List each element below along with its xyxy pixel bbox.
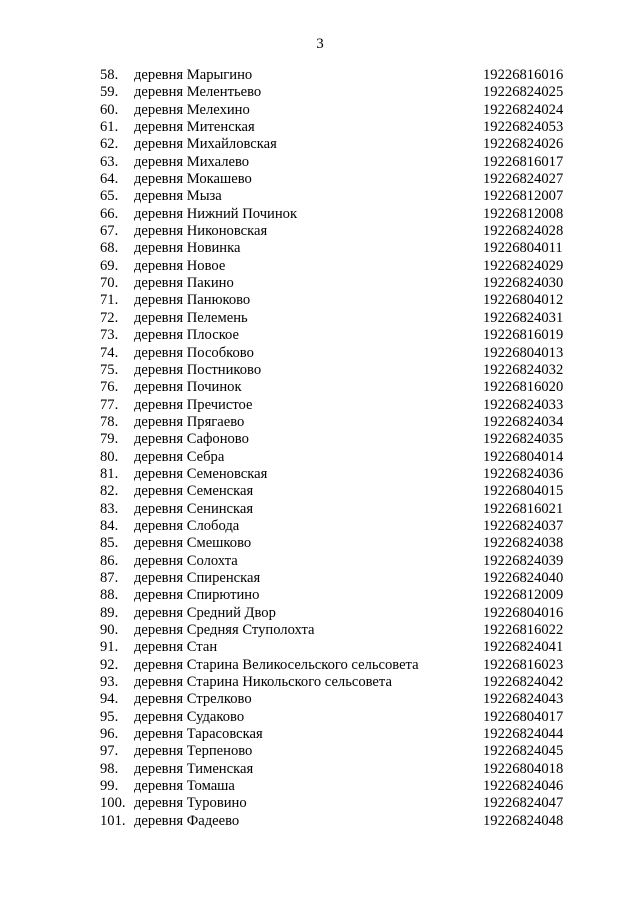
settlement-name: деревня Панюково [134, 292, 251, 309]
oktmo-code: 19226824038 [483, 535, 564, 552]
item-number: 95. [100, 708, 119, 725]
settlement-name: деревня Томаша [134, 778, 235, 795]
oktmo-code: 19226824026 [483, 136, 564, 153]
item-number: 83. [100, 500, 119, 517]
item-number: 87. [100, 569, 119, 586]
list-item [0, 362, 640, 379]
settlement-name: деревня Митенская [134, 119, 255, 136]
oktmo-code: 19226816020 [483, 379, 564, 396]
settlement-name: деревня Новое [134, 257, 226, 274]
settlement-name: деревня Михалево [134, 153, 250, 170]
item-number: 77. [100, 396, 119, 413]
list-item [0, 258, 640, 275]
list-item [0, 657, 640, 674]
list-item [0, 345, 640, 362]
oktmo-code: 19226824031 [483, 309, 564, 326]
settlement-name: деревня Мокашево [134, 171, 252, 188]
item-number: 80. [100, 448, 119, 465]
item-number: 68. [100, 240, 119, 257]
settlement-name: деревня Починок [134, 379, 242, 396]
settlement-name: деревня Терпеново [134, 743, 253, 760]
settlement-name: деревня Новинка [134, 240, 241, 257]
settlement-name: деревня Себра [134, 448, 225, 465]
settlement-name: деревня Постниково [134, 361, 262, 378]
oktmo-code: 19226824027 [483, 171, 564, 188]
oktmo-code: 19226824042 [483, 674, 564, 691]
list-item [0, 761, 640, 778]
item-number: 79. [100, 431, 119, 448]
item-number: 92. [100, 656, 119, 673]
settlement-name: деревня Семеновская [134, 465, 268, 482]
list-item [0, 327, 640, 344]
oktmo-code: 19226804018 [483, 760, 564, 777]
settlement-name: деревня Средний Двор [134, 604, 276, 621]
list-item [0, 206, 640, 223]
list-item [0, 379, 640, 396]
settlement-name: деревня Пакино [134, 275, 234, 292]
oktmo-code: 19226816021 [483, 500, 564, 517]
item-number: 98. [100, 760, 119, 777]
list-item [0, 136, 640, 153]
oktmo-code: 19226824024 [483, 101, 564, 118]
item-number: 88. [100, 587, 119, 604]
settlement-name: деревня Семенская [134, 483, 254, 500]
oktmo-code: 19226804014 [483, 448, 564, 465]
settlement-name: деревня Пелемень [134, 309, 248, 326]
item-number: 70. [100, 275, 119, 292]
settlement-name: деревня Сафоново [134, 431, 249, 448]
list-item [0, 813, 640, 830]
list-item [0, 778, 640, 795]
item-number: 90. [100, 622, 119, 638]
oktmo-code: 19226804012 [483, 292, 564, 309]
item-number: 78. [100, 413, 119, 430]
item-number: 99. [100, 778, 119, 795]
list-item [0, 743, 640, 760]
oktmo-code: 19226824029 [483, 257, 564, 274]
oktmo-code: 19226824053 [483, 119, 564, 136]
item-number: 67. [100, 223, 119, 240]
list-item [0, 795, 640, 812]
list-item [0, 605, 640, 622]
item-number: 73. [100, 327, 119, 344]
item-number: 81. [100, 465, 119, 482]
oktmo-code: 19226816017 [483, 153, 564, 170]
item-number: 82. [100, 483, 119, 500]
item-number: 89. [100, 604, 119, 621]
oktmo-code: 19226816022 [483, 622, 564, 638]
settlement-name: деревня Тарасовская [134, 726, 263, 743]
settlement-name: деревня Стан [134, 639, 218, 656]
list-item [0, 570, 640, 587]
item-number: 97. [100, 743, 119, 760]
settlement-name: деревня Мелехино [134, 101, 250, 118]
oktmo-code: 19226824048 [483, 812, 564, 829]
oktmo-code: 19226816016 [483, 67, 564, 83]
item-number: 74. [100, 344, 119, 361]
settlement-name: деревня Пречистое [134, 396, 253, 413]
item-number: 59. [100, 84, 119, 101]
settlement-name: деревня Никоновская [134, 223, 268, 240]
item-number: 71. [100, 292, 119, 309]
settlement-name: деревня Прягаево [134, 413, 245, 430]
list-item [0, 292, 640, 309]
oktmo-code: 19226804013 [483, 344, 564, 361]
list-item [0, 691, 640, 708]
oktmo-code: 19226824039 [483, 552, 564, 569]
oktmo-code: 19226812009 [483, 587, 564, 604]
oktmo-code: 19226804011 [483, 240, 563, 257]
list-item [0, 102, 640, 119]
settlement-name: деревня Слобода [134, 517, 240, 534]
settlement-name: деревня Солохта [134, 552, 238, 569]
list-item [0, 449, 640, 466]
item-number: 91. [100, 639, 119, 656]
oktmo-code: 19226824037 [483, 517, 564, 534]
list-item [0, 67, 640, 84]
list-item [0, 154, 640, 171]
settlement-name: деревня Спирютино [134, 587, 260, 604]
list-item [0, 587, 640, 604]
oktmo-code: 19226824036 [483, 465, 564, 482]
list-item [0, 310, 640, 327]
oktmo-code: 19226824032 [483, 361, 564, 378]
oktmo-code: 19226804017 [483, 708, 564, 725]
oktmo-code: 19226824033 [483, 396, 564, 413]
oktmo-code: 19226816019 [483, 327, 564, 344]
list-item [0, 674, 640, 691]
settlement-name: деревня Фадеево [134, 812, 240, 829]
oktmo-code: 19226812008 [483, 205, 564, 222]
oktmo-code: 19226804015 [483, 483, 564, 500]
item-number: 64. [100, 171, 119, 188]
list-item [0, 188, 640, 205]
list-item [0, 431, 640, 448]
item-number: 94. [100, 691, 119, 708]
list-item [0, 414, 640, 431]
settlement-name: деревня Михайловская [134, 136, 277, 153]
list-item [0, 501, 640, 518]
oktmo-code: 19226824045 [483, 743, 564, 760]
list-item [0, 709, 640, 726]
settlement-name: деревня Мелентьево [134, 84, 262, 101]
oktmo-code: 19226824047 [483, 795, 564, 812]
item-number: 72. [100, 309, 119, 326]
oktmo-code: 19226824041 [483, 639, 564, 656]
oktmo-code: 19226804016 [483, 604, 564, 621]
list-item [0, 622, 640, 639]
oktmo-code: 19226824028 [483, 223, 564, 240]
oktmo-code: 19226824035 [483, 431, 564, 448]
settlement-name: деревня Старина Никольского сельсовета [134, 674, 392, 691]
item-number: 65. [100, 188, 119, 205]
list-item [0, 535, 640, 552]
item-number: 85. [100, 535, 119, 552]
list-item [0, 553, 640, 570]
settlement-name: деревня Средняя Ступолохта [134, 622, 315, 638]
list-item [0, 119, 640, 136]
item-number: 58. [100, 67, 119, 83]
list-item [0, 483, 640, 500]
item-number: 84. [100, 517, 119, 534]
list-item [0, 275, 640, 292]
list-item [0, 84, 640, 101]
list-item [0, 223, 640, 240]
oktmo-code: 19226824030 [483, 275, 564, 292]
oktmo-code: 19226812007 [483, 188, 564, 205]
list-item [0, 726, 640, 743]
oktmo-code: 19226824046 [483, 778, 564, 795]
settlement-name: деревня Старина Великосельского сельсовета [134, 656, 419, 673]
oktmo-code: 19226824040 [483, 569, 564, 586]
settlement-name: деревня Нижний Починок [134, 205, 298, 222]
settlement-list [0, 67, 640, 830]
item-number: 62. [100, 136, 119, 153]
item-number: 66. [100, 205, 119, 222]
oktmo-code: 19226816023 [483, 656, 564, 673]
item-number: 75. [100, 361, 119, 378]
item-number: 63. [100, 153, 119, 170]
item-number: 60. [100, 101, 119, 118]
settlement-name: деревня Туровино [134, 795, 247, 812]
item-number: 61. [100, 119, 119, 136]
settlement-name: деревня Плоское [134, 327, 239, 344]
settlement-name: деревня Тименская [134, 760, 254, 777]
list-item [0, 240, 640, 257]
item-number: 76. [100, 379, 119, 396]
settlement-name: деревня Марыгино [134, 67, 253, 83]
settlement-name: деревня Стрелково [134, 691, 252, 708]
oktmo-code: 19226824044 [483, 726, 564, 743]
list-item [0, 397, 640, 414]
item-number: 96. [100, 726, 119, 743]
oktmo-code: 19226824034 [483, 413, 564, 430]
list-item [0, 518, 640, 535]
list-item [0, 639, 640, 656]
settlement-name: деревня Смешково [134, 535, 252, 552]
settlement-name: деревня Мыза [134, 188, 222, 205]
settlement-name: деревня Судаково [134, 708, 245, 725]
page-number: 3 [316, 36, 324, 52]
item-number: 93. [100, 674, 119, 691]
item-number: 69. [100, 257, 119, 274]
oktmo-code: 19226824025 [483, 84, 564, 101]
item-number: 100. [100, 795, 126, 812]
item-number: 86. [100, 552, 119, 569]
settlement-name: деревня Сенинская [134, 500, 254, 517]
settlement-name: деревня Спиренская [134, 569, 261, 586]
list-item [0, 171, 640, 188]
item-number: 101. [100, 812, 126, 829]
settlement-name: деревня Пособково [134, 344, 254, 361]
oktmo-code: 19226824043 [483, 691, 564, 708]
list-item [0, 466, 640, 483]
